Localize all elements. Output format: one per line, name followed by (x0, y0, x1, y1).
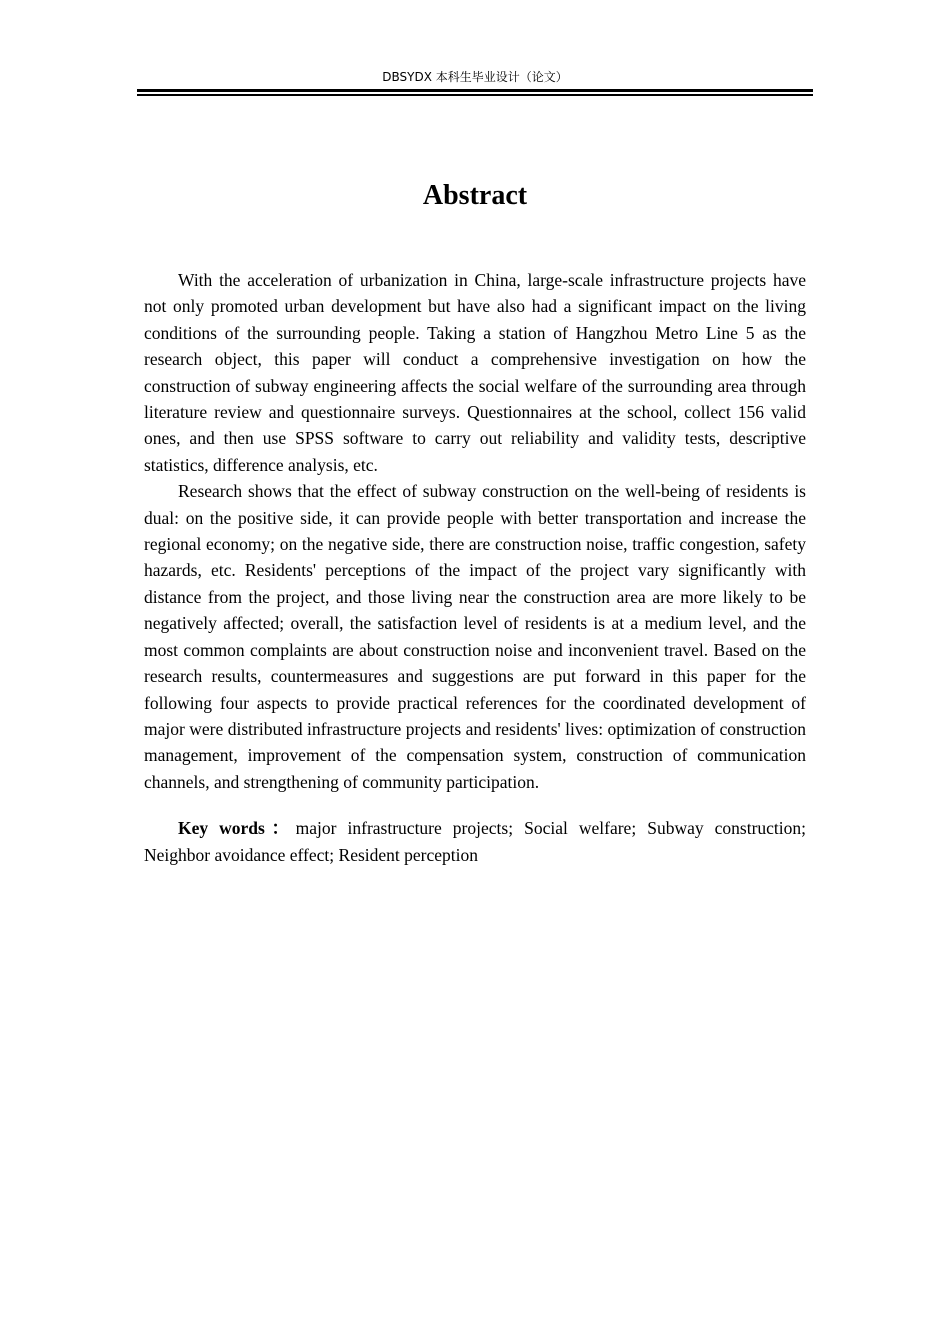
abstract-title: Abstract (422, 180, 528, 211)
header-rule-thin (137, 94, 813, 96)
keywords-line (144, 815, 806, 868)
abstract-body (144, 267, 806, 868)
page-header: DBSYDX 本科生毕业设计（论文） (382, 70, 568, 84)
abstract-paragraph-1: With the acceleration of urbanization in China, large-scale infrastructure projects have not only promoted urban development but have also had a significant impact on the living conditions of the surrounding people. Taking a station of Hangzhou Metro Line 5 as the research object, this paper will conduct a comprehensive investigation on how the construction of subway engineering affects the social welfare of the surrounding area through literature review and questionnaire surveys. Questionnaires at the school, collect 156 valid ones, and then use SPSS software to carry out reliability and validity tests, descriptive statistics, difference analysis, etc. (144, 270, 806, 475)
keywords-label: Key words： (178, 818, 296, 839)
header-rule-thick (137, 89, 813, 92)
keywords-text: major infrastructure projects; Social welfare; Subway construction; Neighbor avoidance effect; Resident perception (144, 818, 806, 865)
abstract-paragraph-2: Research shows that the effect of subway construction on the well-being of residents is dual: on the positive side, it can provide people with better transportation and increase the regional economy; on the negative side, there are construction noise, traffic congestion, safety hazards, etc. Residents' perceptions of the impact of the project vary significantly with distance from the project, and those living near the construction area are more likely to be negatively affected; overall, the satisfaction level of residents is at a medium level, and the most common complaints are about construction noise and inconvenient travel. Based on the research results, countermeasures and suggestions are put forward in this paper for the following four aspects to provide practical references for the coordinated development of major were distributed infrastructure projects and residents' lives: optimization of construction management, improvement of the compensation system, construction of communication channels, and strengthening of community participation. (144, 481, 806, 792)
